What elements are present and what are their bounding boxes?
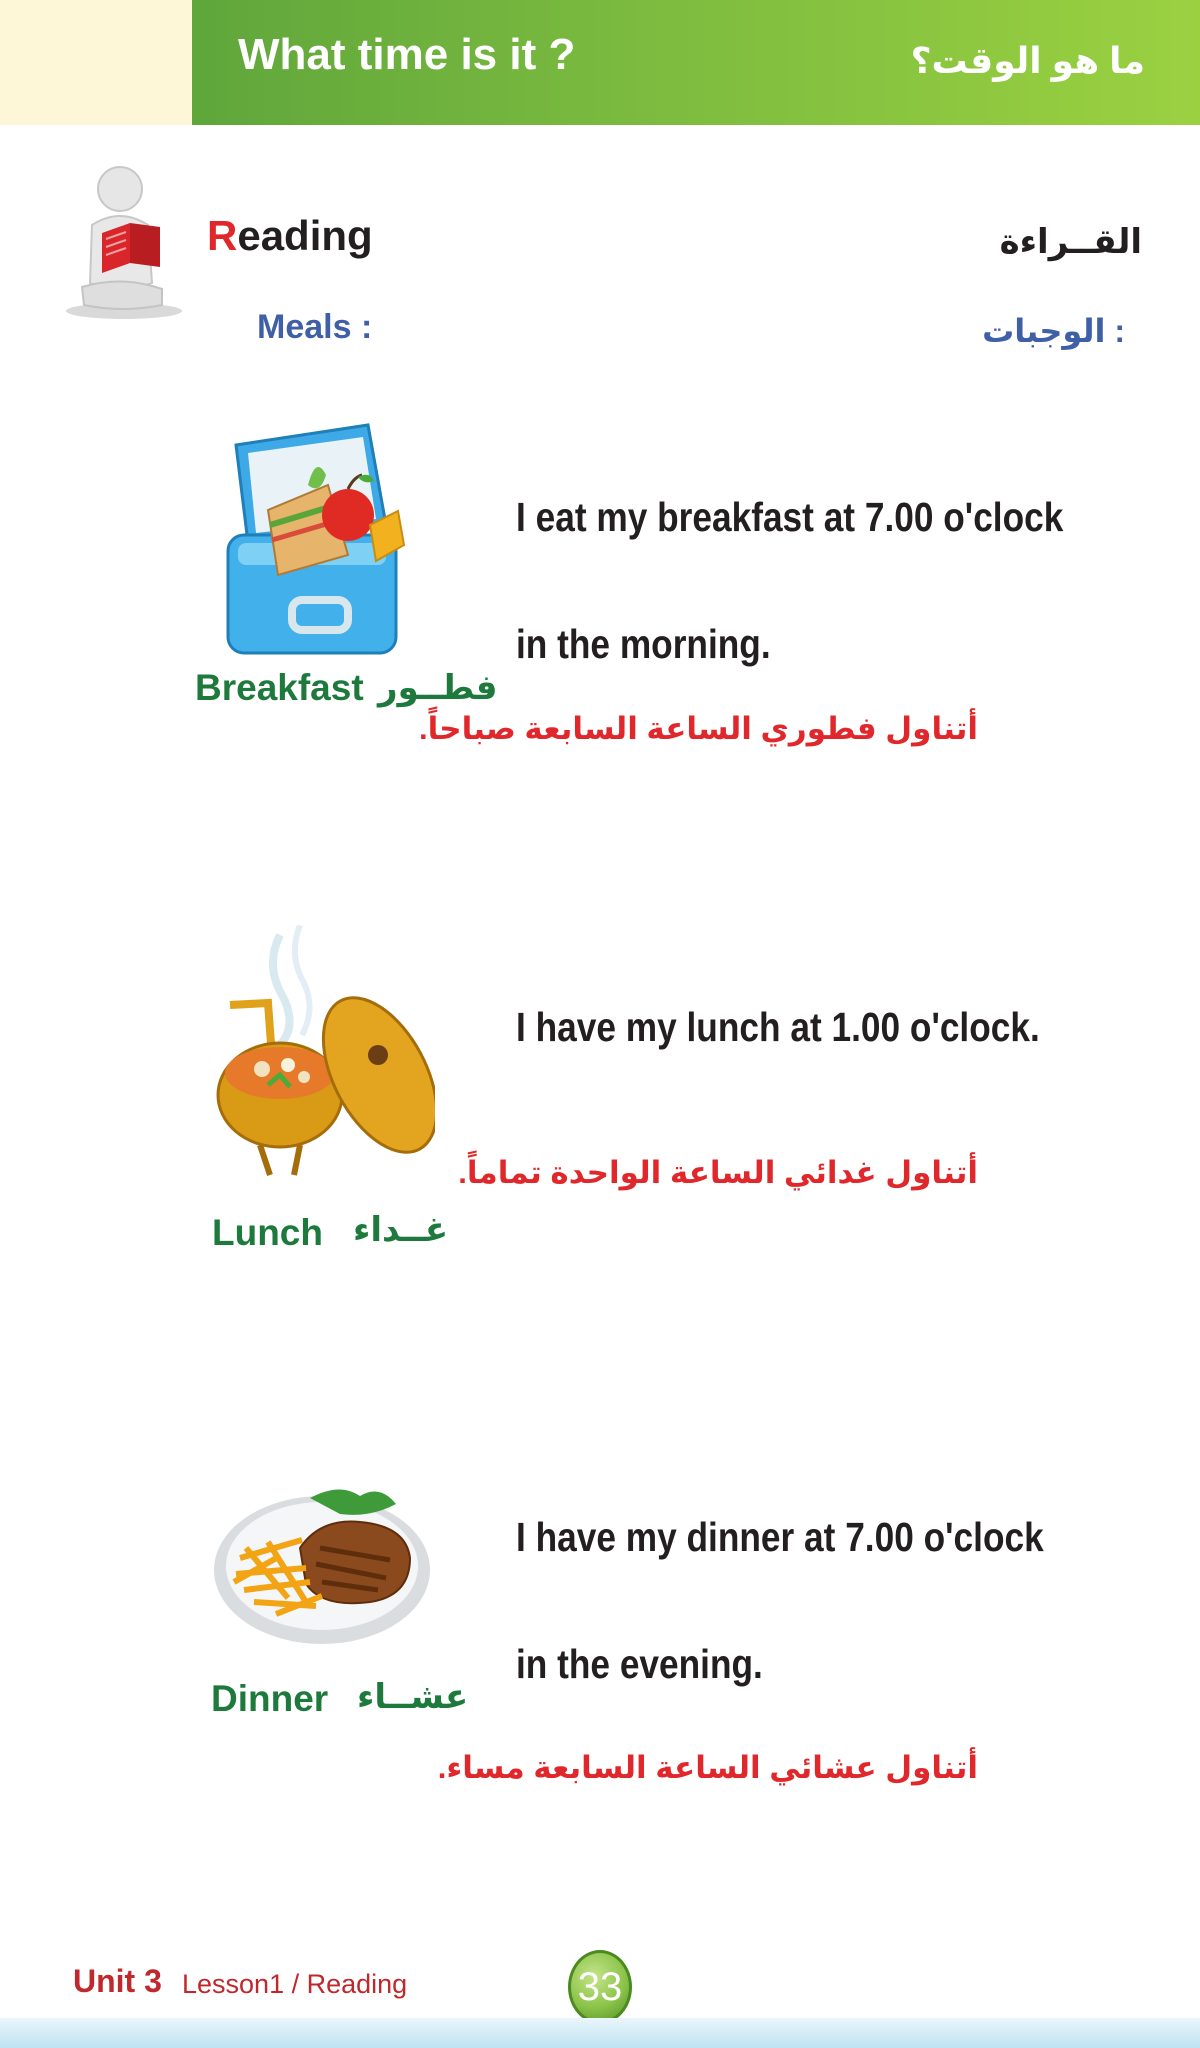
meal-name-dinner-arabic: عشــاء xyxy=(357,1678,469,1716)
lunch-translation: أتناول غدائي الساعة الواحدة تماماً. xyxy=(458,1155,978,1190)
meals-label-arabic: : الوجبات xyxy=(982,313,1125,349)
dinner-translation: أتناول عشائي الساعة السابعة مساء. xyxy=(437,1750,978,1785)
section-title-initial: R xyxy=(207,212,238,259)
section-title-arabic: القــراءة xyxy=(999,223,1142,261)
footer-unit: Unit 3 xyxy=(73,1963,162,1999)
lunch-sentence: I have my lunch at 1.00 o'clock. xyxy=(516,1004,1040,1050)
dinner-plate-icon xyxy=(210,1478,435,1648)
reader-icon xyxy=(62,165,197,320)
breakfast-translation: أتناول فطوري الساعة السابعة صباحاً. xyxy=(418,711,978,746)
footer-wave xyxy=(0,2018,1200,2048)
dinner-sentence-line1: I have my dinner at 7.00 o'clock xyxy=(516,1514,1044,1560)
page-number-badge: 33 xyxy=(568,1950,632,2024)
cooking-pot-icon xyxy=(210,925,435,1180)
meal-name-lunch: Lunch xyxy=(212,1212,323,1253)
meal-name-lunch-arabic: غــداء xyxy=(353,1211,449,1249)
page-title-arabic: ما هو الوقت؟ xyxy=(910,40,1145,81)
section-title xyxy=(207,212,373,260)
footer-lesson: Lesson1 / Reading xyxy=(182,1969,408,1999)
breakfast-sentence-line2: in the morning. xyxy=(516,621,771,667)
meal-name-breakfast: Breakfast xyxy=(195,667,364,708)
meal-name-breakfast-arabic: فطــور xyxy=(378,669,498,707)
page-title: What time is it ? xyxy=(238,30,576,79)
breakfast-sentence-line1: I eat my breakfast at 7.00 o'clock xyxy=(516,494,1064,540)
header-left-panel xyxy=(0,0,192,125)
meal-name-dinner: Dinner xyxy=(211,1678,329,1719)
lunchbox-icon xyxy=(208,415,408,670)
section-title-rest: eading xyxy=(237,212,373,259)
dinner-sentence-line2: in the evening. xyxy=(516,1641,763,1687)
meals-label: Meals : xyxy=(257,308,373,346)
